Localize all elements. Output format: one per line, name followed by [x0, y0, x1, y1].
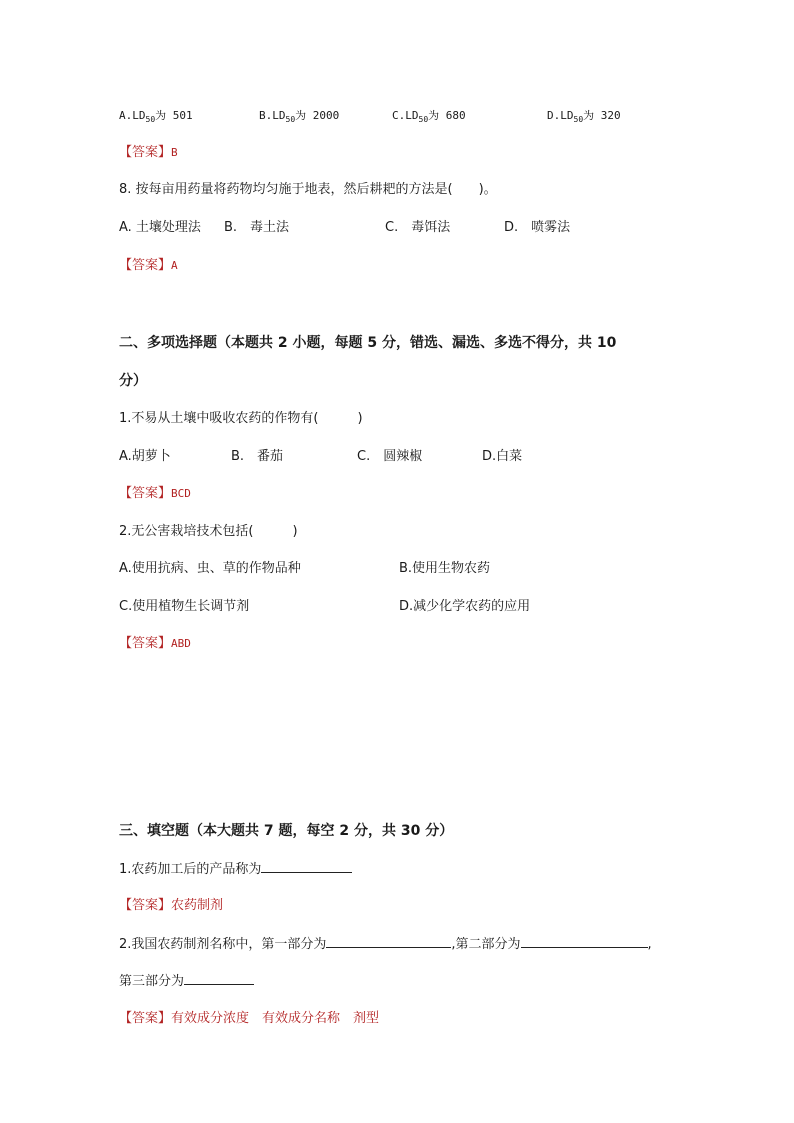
s2-q2-option-b: B.使用生物农药: [399, 561, 491, 576]
s3-q2-question-cont: 第三部分为: [119, 972, 254, 991]
q7-option-b: $B.LD_{50}$为 2000: [259, 109, 340, 124]
s3-q1-answer: 【答案】农药制剂: [119, 898, 224, 913]
q8-option-a: A. 土壤处理法: [119, 220, 201, 235]
q7-options-row: [119, 107, 719, 125]
s3-q2-answer: 【答案】有效成分浓度 有效成分名称 剂型: [119, 1011, 380, 1026]
s2-q2-options-row2: [119, 598, 719, 616]
section2-heading: 二、多项选择题（本题共 2 小题，每题 5 分，错选、漏选、多选不得分，共 10: [119, 335, 617, 351]
q8-question: 8. 按每亩用药量将药物均匀施于地表，然后耕耙的方法是( )。: [119, 182, 497, 197]
q8-answer: 【答案】A: [119, 258, 178, 273]
s3-q1-blank: [261, 860, 352, 873]
s2-q1-option-b: B. 番茄: [231, 449, 284, 464]
q7-answer: 【答案】B: [119, 145, 178, 160]
s3-q1-question: 1.农药加工后的产品称为: [119, 860, 352, 879]
q8-answer-value: A: [171, 259, 178, 272]
s2-q1-option-d: D.白菜: [482, 449, 523, 464]
section3-heading: 三、填空题（本大题共 7 题，每空 2 分，共 30 分）: [119, 823, 454, 839]
s2-q1-answer: 【答案】BCD: [119, 486, 191, 501]
q8-options-row: [119, 219, 719, 237]
s2-q2-question: 2.无公害栽培技术包括( ): [119, 524, 298, 539]
s2-q2-answer: 【答案】ABD: [119, 636, 191, 651]
q7-option-c: $C.LD_{50}$为 680: [392, 109, 466, 124]
q8-option-c: C. 毒饵法: [385, 220, 451, 235]
s3-q2-blank-2: [521, 935, 648, 948]
s3-q2-blank-3: [184, 972, 254, 985]
q7-option-d: $D.LD_{50}$为 320: [547, 109, 621, 124]
s3-q2-question: 2.我国农药制剂名称中，第一部分为 ,第二部分为 ,: [119, 937, 652, 952]
section2-heading-cont: 分）: [119, 373, 147, 389]
s2-q2-option-a: A.使用抗病、虫、草的作物品种: [119, 561, 301, 576]
s2-q1-option-a: A.胡萝卜: [119, 449, 171, 464]
s2-q2-options-row1: [119, 560, 719, 578]
s2-q1-options-row: [119, 448, 719, 466]
s2-q2-option-c: C.使用植物生长调节剂: [119, 599, 250, 614]
s2-q2-answer-value: ABD: [171, 637, 191, 650]
s3-q1-answer-value: 农药制剂: [171, 898, 224, 913]
s2-q1-question: 1.不易从土壤中吸收农药的作物有( ): [119, 411, 363, 426]
s3-q2-answer-value: 有效成分浓度 有效成分名称 剂型: [171, 1011, 380, 1026]
s2-q1-answer-value: BCD: [171, 487, 191, 500]
q8-option-d: D. 喷雾法: [504, 220, 571, 235]
s2-q2-option-d: D.减少化学农药的应用: [399, 599, 531, 614]
q7-answer-value: B: [171, 146, 178, 159]
q7-option-a: $A.LD_{50}$为 501: [119, 109, 193, 124]
s3-q2-blank-1: [326, 935, 451, 948]
s2-q1-option-c: C. 圆辣椒: [357, 449, 423, 464]
q8-option-b: B. 毒土法: [224, 220, 290, 235]
